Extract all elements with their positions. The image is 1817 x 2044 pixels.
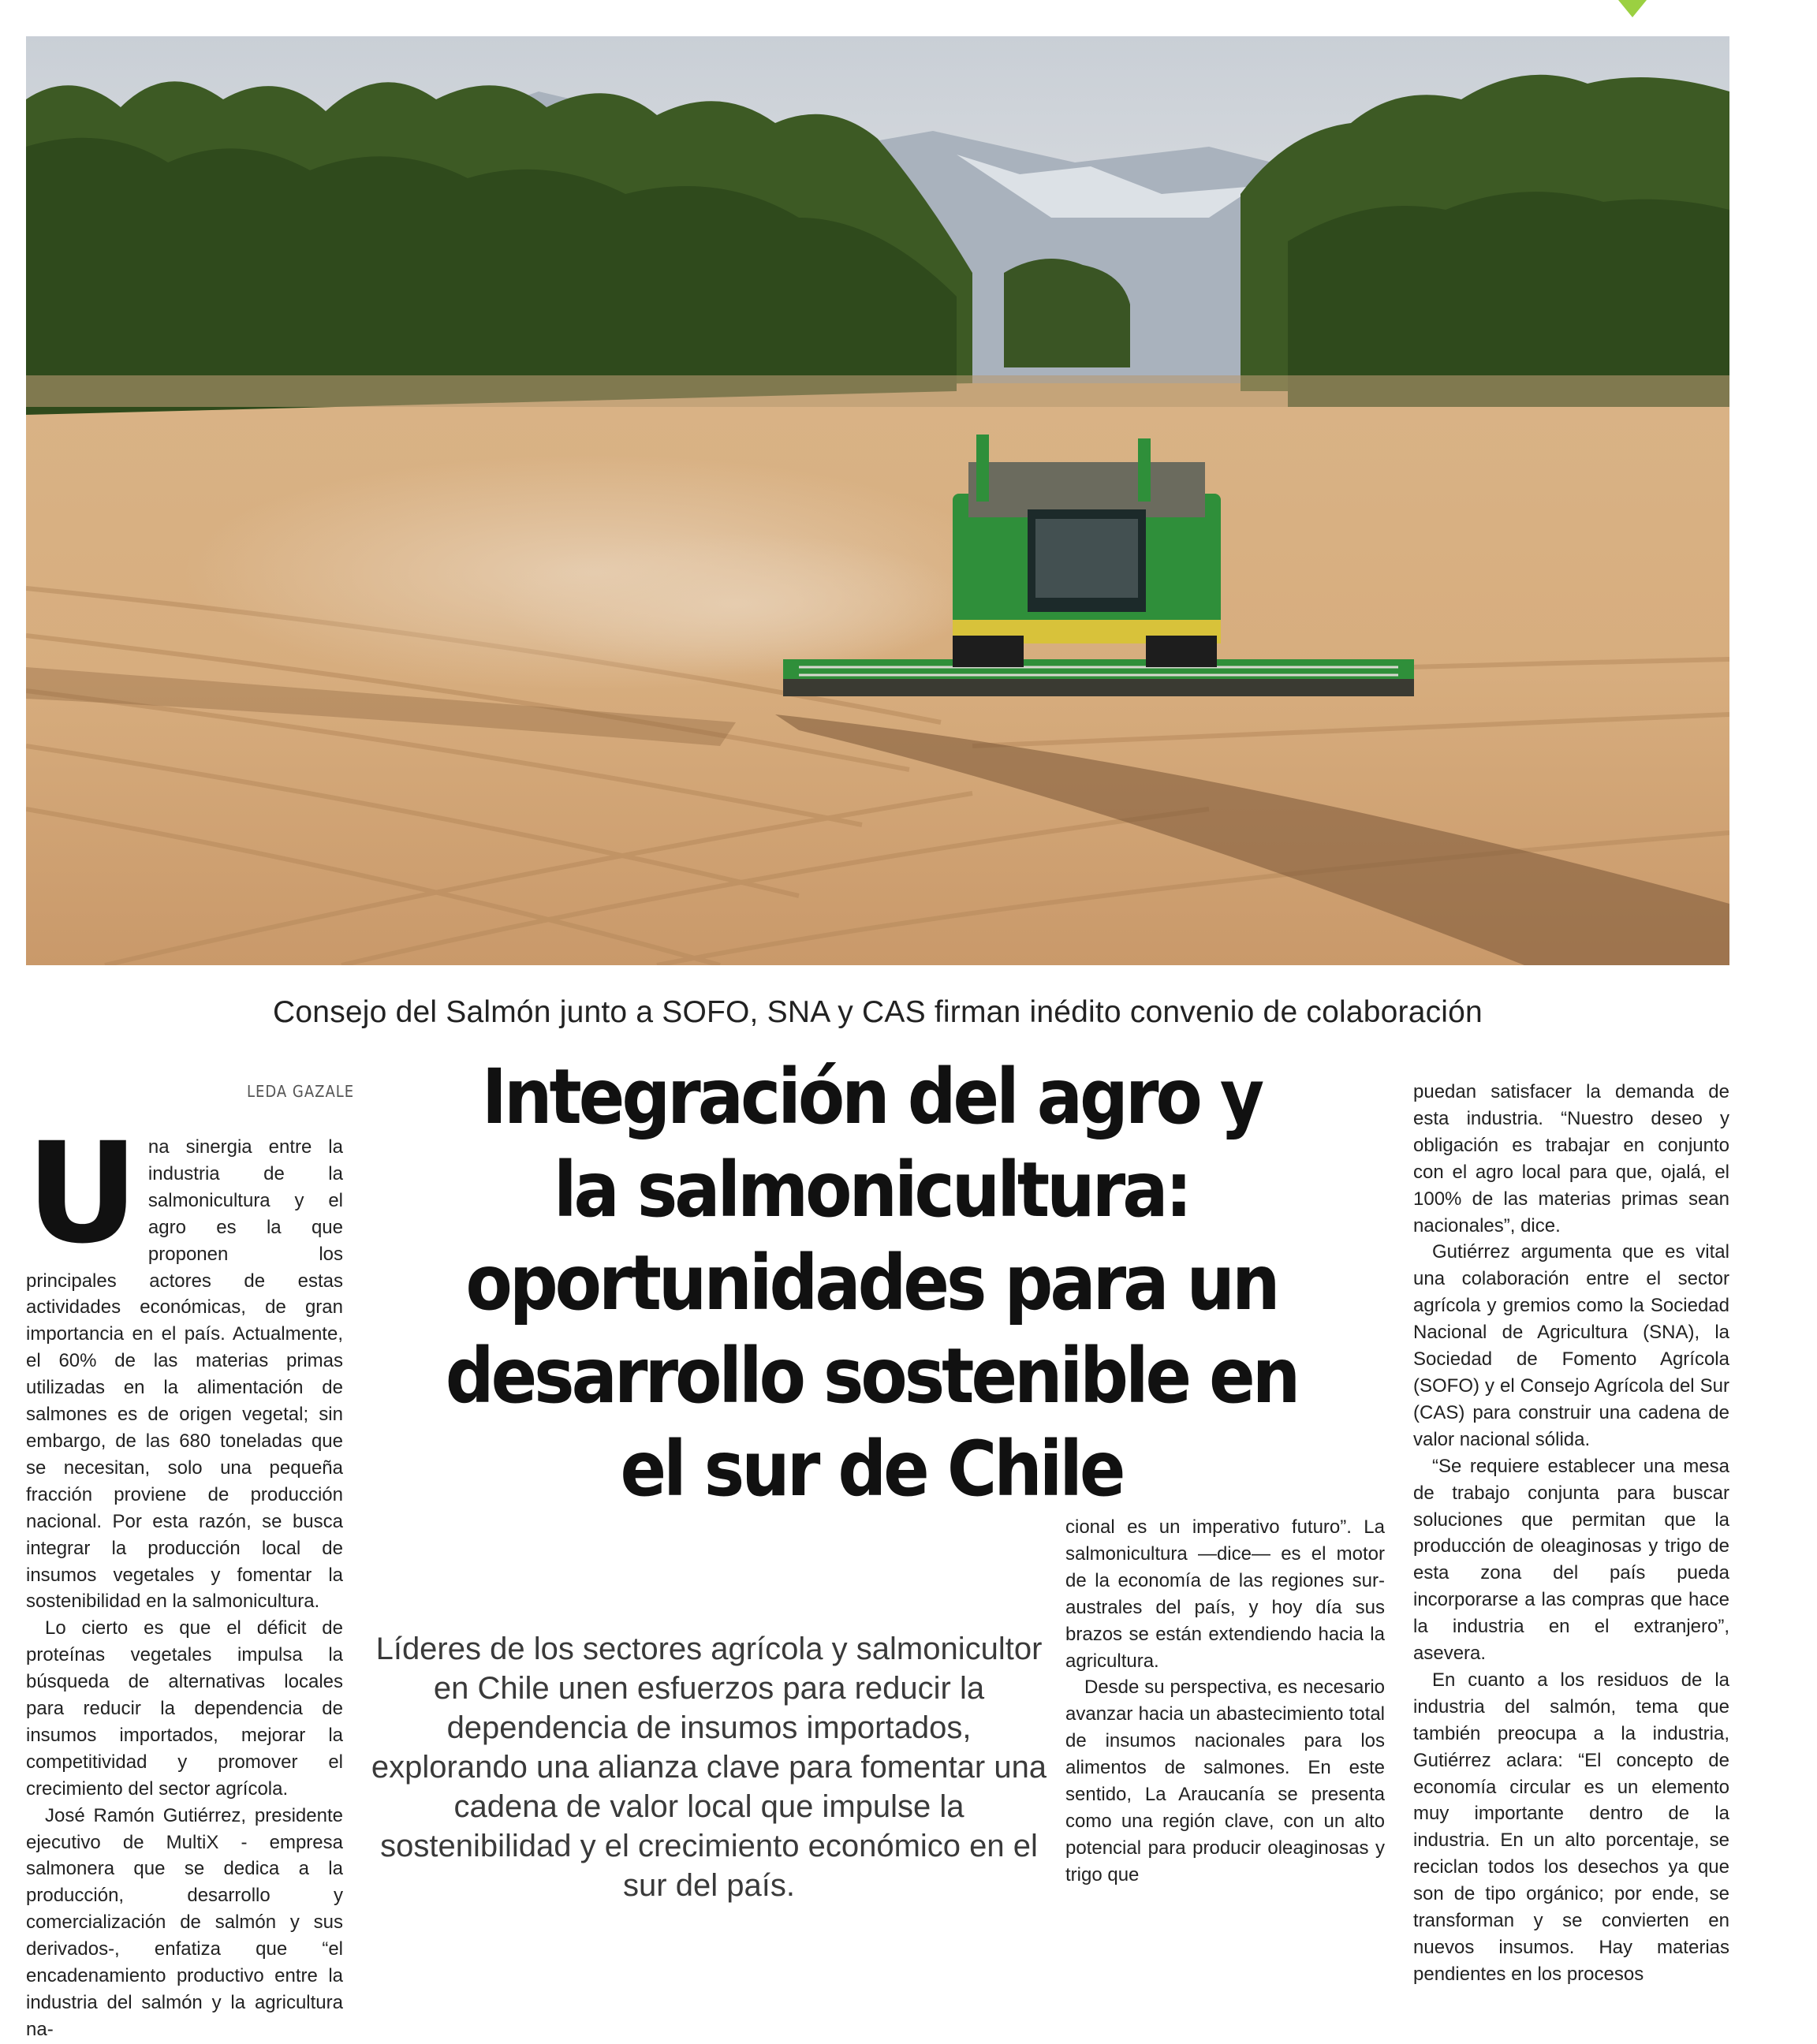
article-byline: LEDA GAZALE — [247, 1082, 355, 1101]
paragraph: cional es un imperativo futuro”. La salmonicultura —dice— es el motor de la economía de las regiones sur-australes del país, y hoy día sus brazos se están extendiendo hacia la agricultura. — [1065, 1516, 1385, 1672]
combine-harvester-photo — [26, 36, 1729, 965]
body-column-3 — [1065, 1514, 1385, 1889]
article-kicker: Consejo del Salmón junto a SOFO, SNA y CAS firman inédito convenio de colaboración — [273, 995, 1483, 1029]
paragraph: Gutiérrez argumenta que es vital una colaboración entre el sector agrícola y gremios como la Sociedad Nacional de Agricultura (SNA), la Sociedad de Fomento Agrícola (SOFO) y el Consejo Agrícola del Sur (CAS) para construir una cadena de valor nacional sólida. — [1413, 1241, 1729, 1450]
paragraph: Lo cierto es que el déficit de proteínas vegetales impulsa la búsqueda de alternativas locales para reducir la dependencia de insumos importados, mejorar la competitividad y promover el crecimiento del sector agrícola. — [26, 1617, 343, 1800]
paragraph: En cuanto a los residuos de la industria del salmón, tema que también preocupa a la industria, Gutiérrez aclara: “El concepto de economía circular es un elemento muy importante dentro de la industria. En un alto porcentaje, se reciclan todos los desechos ya que son de tipo orgánico; por ende, se transforman y se convierten en nuevos insumos. Hay materias pendientes en los procesos — [1413, 1669, 1729, 1985]
paragraph: José Ramón Gutiérrez, presidente ejecutivo de MultiX - empresa salmonera que se dedica a la producción, desarrollo y comercialización de salmón y sus derivados-, enfatiza que “el encadenamiento productivo entre la industria del salmón y la agricultura na- — [26, 1804, 343, 2040]
body-column-4 — [1413, 1079, 1729, 1988]
corner-triangle-icon — [1618, 0, 1647, 17]
article-deck: Líderes de los sectores agrícola y salmonicultor en Chile unen esfuerzos para reducir la dependencia de insumos importados, explorando una alianza clave para fomentar una cadena de valor local que impulse la sostenibilidad y el crecimiento económico en el sur del país. — [371, 1632, 1047, 1903]
article-headline: Integración del agro y la salmonicultura: oportunidades para un desarrollo sostenible en el sur de Chile — [445, 1053, 1298, 1513]
paragraph: na sinergia entre la industria de la salmonicultura y el agro es la que proponen los principales actores de estas actividades económicas, de gran importancia en el país. Actualmente, el 60% de las materias primas utilizadas en la alimentación de salmones es de origen vegetal; sin embargo, de las 680 toneladas que se necesitan, solo una pequeña fracción proviene de producción nacional. Por esta razón, se busca integrar la producción local de insumos vegetales y fomentar la sostenibilidad en la salmonicultura. — [26, 1136, 343, 1613]
body-column-1 — [26, 1113, 343, 2043]
paragraph: “Se requiere establecer una mesa de trabajo conjunta para buscar soluciones que permitan que la producción de oleaginosas y trigo de esta zona del país pueda incorporarse a las compras que hace la industria en el extranjero”, asevera. — [1413, 1455, 1729, 1665]
paragraph: puedan satisfacer la demanda de esta industria. “Nuestro deseo y obligación es trabajar en conjunto con el agro local para que, ojalá, el 100% de las materias primas sean nacionales”, dice. — [1413, 1081, 1729, 1236]
paragraph: Desde su perspectiva, es necesario avanzar hacia un abastecimiento total de insumos nacionales para los alimentos de salmones. En este sentido, La Araucanía se presenta como una región clave, con un alto potencial para producir oleaginosas y trigo que — [1065, 1677, 1385, 1885]
drop-cap: U — [26, 1113, 139, 1274]
